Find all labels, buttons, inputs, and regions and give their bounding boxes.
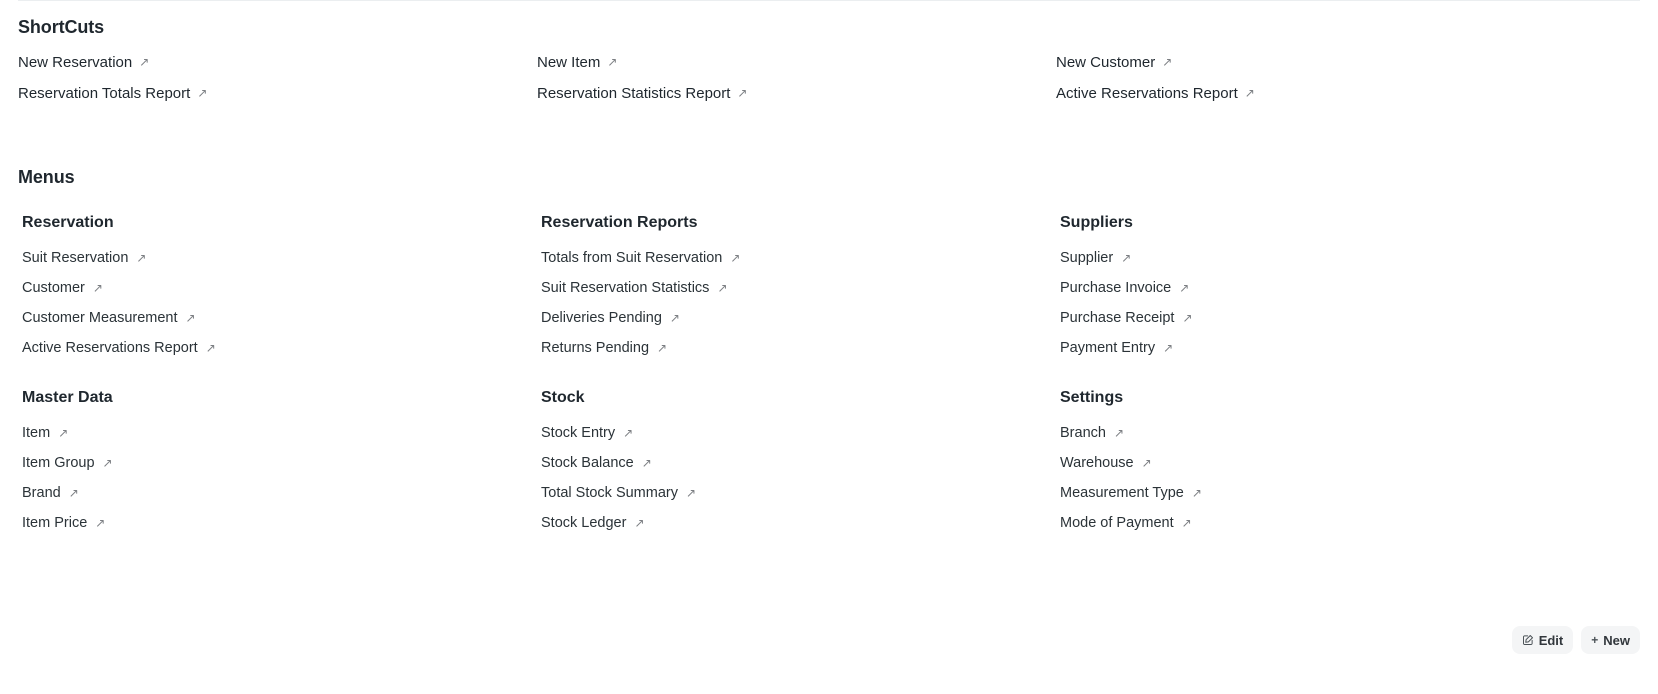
menu-link-suit-reservation-statistics[interactable] xyxy=(541,280,728,297)
menus-column-2 xyxy=(537,214,1056,564)
top-divider xyxy=(18,0,1640,1)
shortcut-new-item[interactable] xyxy=(537,54,617,72)
menu-heading-reservation: Reservation xyxy=(22,214,114,231)
external-link-arrow-icon: ↗ xyxy=(641,455,652,470)
menus-column-1 xyxy=(18,214,537,564)
edit-button-label: Edit xyxy=(1538,632,1564,648)
external-link-arrow-icon: ↗ xyxy=(1244,86,1255,100)
menu-item xyxy=(22,309,537,327)
menu-block-master-data xyxy=(18,389,537,532)
external-link-arrow-icon: ↗ xyxy=(1162,55,1173,69)
menu-link-label: Customer xyxy=(22,280,85,296)
menu-item xyxy=(1060,454,1640,472)
external-link-arrow-icon: ↗ xyxy=(1141,455,1152,470)
menu-item xyxy=(541,454,1056,472)
external-link-arrow-icon: ↗ xyxy=(730,250,741,265)
external-link-arrow-icon: ↗ xyxy=(102,455,113,470)
menu-item xyxy=(1060,514,1640,532)
menu-item xyxy=(22,279,537,297)
menu-item xyxy=(1060,424,1640,442)
external-link-arrow-icon: ↗ xyxy=(717,280,728,295)
menu-link-stock-ledger[interactable] xyxy=(541,515,645,532)
menu-link-label: Stock Entry xyxy=(541,425,616,441)
external-link-arrow-icon: ↗ xyxy=(92,280,103,295)
menu-item xyxy=(22,454,537,472)
external-link-arrow-icon: ↗ xyxy=(1121,250,1132,265)
menu-link-branch[interactable] xyxy=(1060,425,1124,442)
menu-item xyxy=(541,484,1056,502)
external-link-arrow-icon: ↗ xyxy=(1179,280,1190,295)
new-button[interactable] xyxy=(1581,626,1640,654)
menu-link-label: Suit Reservation xyxy=(22,250,129,266)
external-link-arrow-icon: ↗ xyxy=(669,310,680,325)
external-link-arrow-icon: ↗ xyxy=(686,485,697,500)
menu-link-label: Returns Pending xyxy=(541,340,650,356)
menu-item xyxy=(541,279,1056,297)
menu-link-purchase-invoice[interactable] xyxy=(1060,280,1189,297)
external-link-arrow-icon: ↗ xyxy=(58,425,69,440)
menu-link-suit-reservation[interactable] xyxy=(22,250,146,267)
menu-link-label: Active Reservations Report xyxy=(22,340,198,356)
external-link-arrow-icon: ↗ xyxy=(1191,485,1202,500)
menu-link-label: Purchase Invoice xyxy=(1060,280,1172,296)
shortcut-label: New Reservation xyxy=(18,54,133,71)
menu-link-payment-entry[interactable] xyxy=(1060,340,1173,357)
menu-link-label: Purchase Receipt xyxy=(1060,310,1175,326)
menu-block-suppliers xyxy=(1056,214,1640,357)
edit-button[interactable] xyxy=(1512,626,1574,654)
shortcut-row xyxy=(537,85,1056,103)
external-link-arrow-icon: ↗ xyxy=(657,340,668,355)
plus-icon: + xyxy=(1591,633,1599,647)
external-link-arrow-icon: ↗ xyxy=(185,310,196,325)
menu-link-customer[interactable] xyxy=(22,280,103,297)
menu-item xyxy=(1060,484,1640,502)
menu-item xyxy=(1060,309,1640,327)
shortcut-new-customer[interactable] xyxy=(1056,54,1172,72)
external-link-arrow-icon: ↗ xyxy=(1182,310,1193,325)
external-link-arrow-icon: ↗ xyxy=(1163,340,1174,355)
menu-heading-stock: Stock xyxy=(541,389,585,406)
shortcut-label: Active Reservations Report xyxy=(1056,85,1238,102)
menu-link-label: Item Price xyxy=(22,515,88,531)
menu-heading-reservation-reports: Reservation Reports xyxy=(541,214,698,231)
menu-link-mode-of-payment[interactable] xyxy=(1060,515,1192,532)
menu-link-customer-measurement[interactable] xyxy=(22,310,196,327)
new-button-label: New xyxy=(1603,632,1630,648)
menu-item xyxy=(22,424,537,442)
external-link-arrow-icon: ↗ xyxy=(95,515,106,530)
menu-link-deliveries-pending[interactable] xyxy=(541,310,680,327)
menu-item xyxy=(541,249,1056,267)
menu-item xyxy=(541,514,1056,532)
external-link-arrow-icon: ↗ xyxy=(136,250,147,265)
menus-column-3 xyxy=(1056,214,1640,564)
menu-item xyxy=(541,339,1056,357)
menu-link-label: Stock Ledger xyxy=(541,515,627,531)
shortcut-active-reservations-report[interactable] xyxy=(1056,85,1255,103)
menu-link-label: Customer Measurement xyxy=(22,310,178,326)
shortcut-reservation-statistics-report[interactable] xyxy=(537,85,747,103)
menu-item xyxy=(1060,249,1640,267)
menu-item xyxy=(22,339,537,357)
menu-link-stock-entry[interactable] xyxy=(541,425,633,442)
shortcuts-column-2 xyxy=(537,54,1056,116)
menus-section-title: Menus xyxy=(18,167,75,187)
menu-block-reservation-reports xyxy=(537,214,1056,357)
shortcut-reservation-totals-report[interactable] xyxy=(18,85,207,103)
shortcuts-column-1 xyxy=(18,54,537,116)
menu-link-label: Totals from Suit Reservation xyxy=(541,250,723,266)
menu-link-item[interactable] xyxy=(22,425,68,442)
shortcuts-section-title: ShortCuts xyxy=(18,17,105,37)
menu-item xyxy=(22,249,537,267)
menu-link-label: Item Group xyxy=(22,455,95,471)
shortcuts-column-3 xyxy=(1056,54,1640,116)
menu-item xyxy=(1060,339,1640,357)
menu-link-label: Measurement Type xyxy=(1060,485,1184,501)
menu-link-stock-balance[interactable] xyxy=(541,455,652,472)
shortcuts-grid xyxy=(18,54,1640,116)
shortcut-label: New Item xyxy=(537,54,601,71)
menu-link-label: Payment Entry xyxy=(1060,340,1156,356)
menu-item xyxy=(22,514,537,532)
menu-item xyxy=(541,309,1056,327)
menu-heading-suppliers: Suppliers xyxy=(1060,214,1133,231)
menu-link-label: Stock Balance xyxy=(541,455,634,471)
shortcut-label: Reservation Totals Report xyxy=(18,85,191,102)
menu-link-returns-pending[interactable] xyxy=(541,340,667,357)
pencil-edit-icon xyxy=(1522,634,1534,646)
menu-link-purchase-receipt[interactable] xyxy=(1060,310,1193,327)
menu-item xyxy=(1060,279,1640,297)
menu-link-label: Branch xyxy=(1060,425,1106,441)
menu-block-reservation xyxy=(18,214,537,357)
shortcut-new-reservation[interactable] xyxy=(18,54,149,72)
menu-link-label: Supplier xyxy=(1060,250,1114,266)
menu-link-supplier[interactable] xyxy=(1060,250,1131,267)
menu-heading-settings: Settings xyxy=(1060,389,1124,406)
menu-item xyxy=(541,424,1056,442)
shortcut-label: New Customer xyxy=(1056,54,1156,71)
external-link-arrow-icon: ↗ xyxy=(623,425,634,440)
external-link-arrow-icon: ↗ xyxy=(634,515,645,530)
external-link-arrow-icon: ↗ xyxy=(607,55,618,69)
external-link-arrow-icon: ↗ xyxy=(68,485,79,500)
shortcut-row xyxy=(1056,54,1640,72)
menu-link-item-price[interactable] xyxy=(22,515,105,532)
menu-link-label: Total Stock Summary xyxy=(541,485,678,501)
menu-block-settings xyxy=(1056,389,1640,532)
external-link-arrow-icon: ↗ xyxy=(197,86,208,100)
menu-block-stock xyxy=(537,389,1056,532)
menu-link-totals-from-suit-reservation[interactable] xyxy=(541,250,740,267)
menu-link-label: Suit Reservation Statistics xyxy=(541,280,710,296)
menu-link-label: Brand xyxy=(22,485,61,501)
menu-link-label: Warehouse xyxy=(1060,455,1134,471)
menu-heading-master-data: Master Data xyxy=(22,389,113,406)
external-link-arrow-icon: ↗ xyxy=(205,340,216,355)
menu-link-label: Mode of Payment xyxy=(1060,515,1174,531)
shortcut-row xyxy=(1056,85,1640,103)
menu-link-active-reservations-report[interactable] xyxy=(22,340,216,357)
menu-item xyxy=(22,484,537,502)
shortcut-label: Reservation Statistics Report xyxy=(537,85,731,102)
menus-grid xyxy=(18,214,1640,564)
shortcut-row xyxy=(18,85,537,103)
external-link-arrow-icon: ↗ xyxy=(139,55,150,69)
external-link-arrow-icon: ↗ xyxy=(737,86,748,100)
menu-link-label: Item xyxy=(22,425,51,441)
menu-link-total-stock-summary[interactable] xyxy=(541,485,696,502)
external-link-arrow-icon: ↗ xyxy=(1113,425,1125,440)
menu-link-item-group[interactable] xyxy=(22,455,113,472)
menu-link-warehouse[interactable] xyxy=(1060,455,1152,472)
menu-link-label: Deliveries Pending xyxy=(541,310,662,326)
shortcut-row xyxy=(537,54,1056,72)
external-link-arrow-icon: ↗ xyxy=(1181,515,1192,530)
menu-link-brand[interactable] xyxy=(22,485,79,502)
workspace-actions xyxy=(1512,626,1640,654)
menu-link-measurement-type[interactable] xyxy=(1060,485,1202,502)
shortcut-row xyxy=(18,54,537,72)
